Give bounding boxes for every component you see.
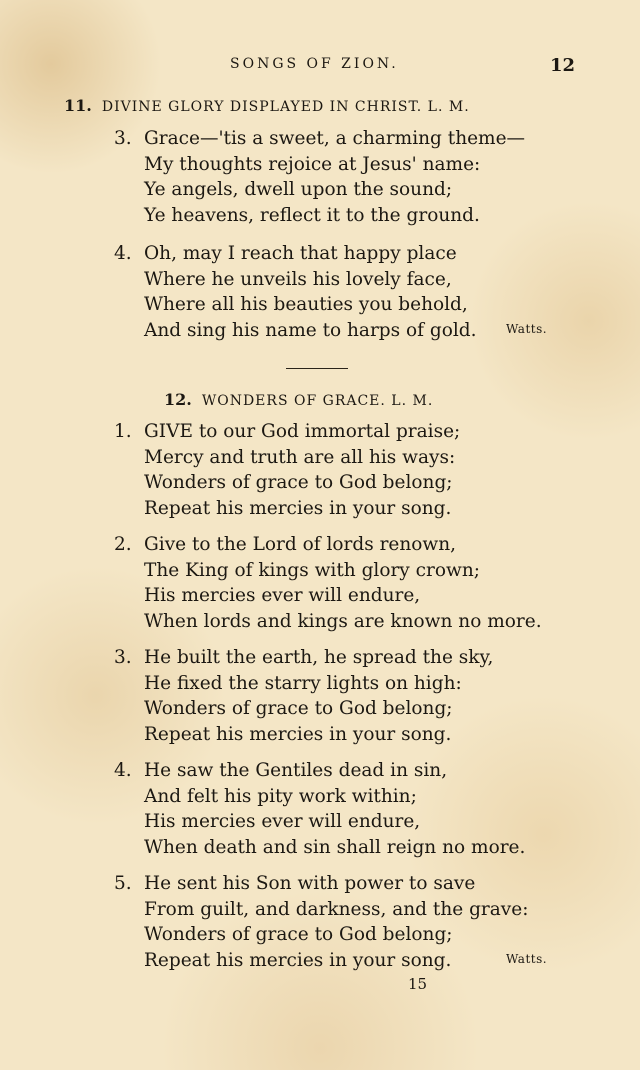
page-number: 12 [550, 55, 576, 76]
verse-number: 5. [114, 873, 132, 894]
hymn-12-heading [164, 390, 433, 409]
verse-line: 2. Give to the Lord of lords renown, [114, 532, 574, 558]
verse-line: When death and sin shall reign no more. [144, 836, 526, 858]
verse-line: Repeat his mercies in your song. [144, 949, 452, 971]
signature-mark: 15 [408, 975, 428, 993]
verse-line: 1. GIVE to our God immortal praise; [114, 419, 574, 445]
verse-line: 3. Grace—'tis a sweet, a charming theme— [114, 126, 574, 152]
verse-line: Wonders of grace to God belong; [144, 924, 453, 945]
verse-line: Wonders of grace to God belong; [144, 698, 453, 719]
verse-line: From guilt, and darkness, and the grave: [144, 898, 529, 920]
verse [114, 758, 574, 860]
hymn-11-heading [64, 96, 470, 115]
verse-number: 4. [114, 243, 132, 264]
verse-line: The King of kings with glory crown; [144, 559, 480, 581]
verse-number: 2. [114, 534, 132, 555]
verse-line: 3. He built the earth, he spread the sky, [114, 645, 574, 671]
verse [114, 241, 574, 343]
verse-line: Where all his beauties you behold, [144, 294, 468, 315]
running-title: SONGS OF ZION. [230, 56, 399, 72]
verse-line: Ye heavens, reflect it to the ground. [144, 204, 480, 226]
verse-line: Wonders of grace to God belong; [144, 472, 453, 493]
divider-rule [286, 368, 348, 369]
verse [114, 532, 574, 634]
author-attribution: Watts. [506, 322, 548, 336]
verse-line: His mercies ever will endure, [144, 811, 421, 832]
verse-number: 3. [114, 128, 132, 149]
hymn-title: DIVINE GLORY DISPLAYED IN CHRIST. L. M. [101, 99, 470, 115]
verse-line: Mercy and truth are all his ways: [144, 446, 456, 468]
verse-line: 4. He saw the Gentiles dead in sin, [114, 758, 574, 784]
verse-line: Where he unveils his lovely face, [144, 268, 452, 290]
verse-line: 4. Oh, may I reach that happy place [114, 241, 574, 267]
verse [114, 126, 574, 228]
verse-line: And sing his name to harps of gold. [144, 319, 477, 341]
verse-number: 4. [114, 760, 132, 781]
verse-line: My thoughts rejoice at Jesus' name: [144, 153, 481, 175]
verse-number: 3. [114, 647, 132, 668]
hymn-number: 11. [64, 96, 92, 115]
verse [114, 419, 574, 521]
verse-line: 5. He sent his Son with power to save [114, 871, 574, 897]
verse-line: His mercies ever will endure, [144, 585, 421, 606]
verse [114, 645, 574, 747]
verse-line: When lords and kings are known no more. [144, 610, 542, 632]
verse [114, 871, 574, 973]
verse-line: Repeat his mercies in your song. [144, 723, 452, 745]
verse-line: And felt his pity work within; [144, 785, 417, 807]
verse-line: He fixed the starry lights on high: [144, 672, 462, 694]
hymn-title: WONDERS OF GRACE. L. M. [201, 393, 434, 409]
verse-line: Repeat his mercies in your song. [144, 497, 452, 519]
verse-line: Ye angels, dwell upon the sound; [144, 179, 453, 200]
running-head [0, 56, 640, 80]
author-attribution: Watts. [506, 952, 548, 966]
hymn-number: 12. [164, 390, 192, 409]
verse-number: 1. [114, 421, 132, 442]
